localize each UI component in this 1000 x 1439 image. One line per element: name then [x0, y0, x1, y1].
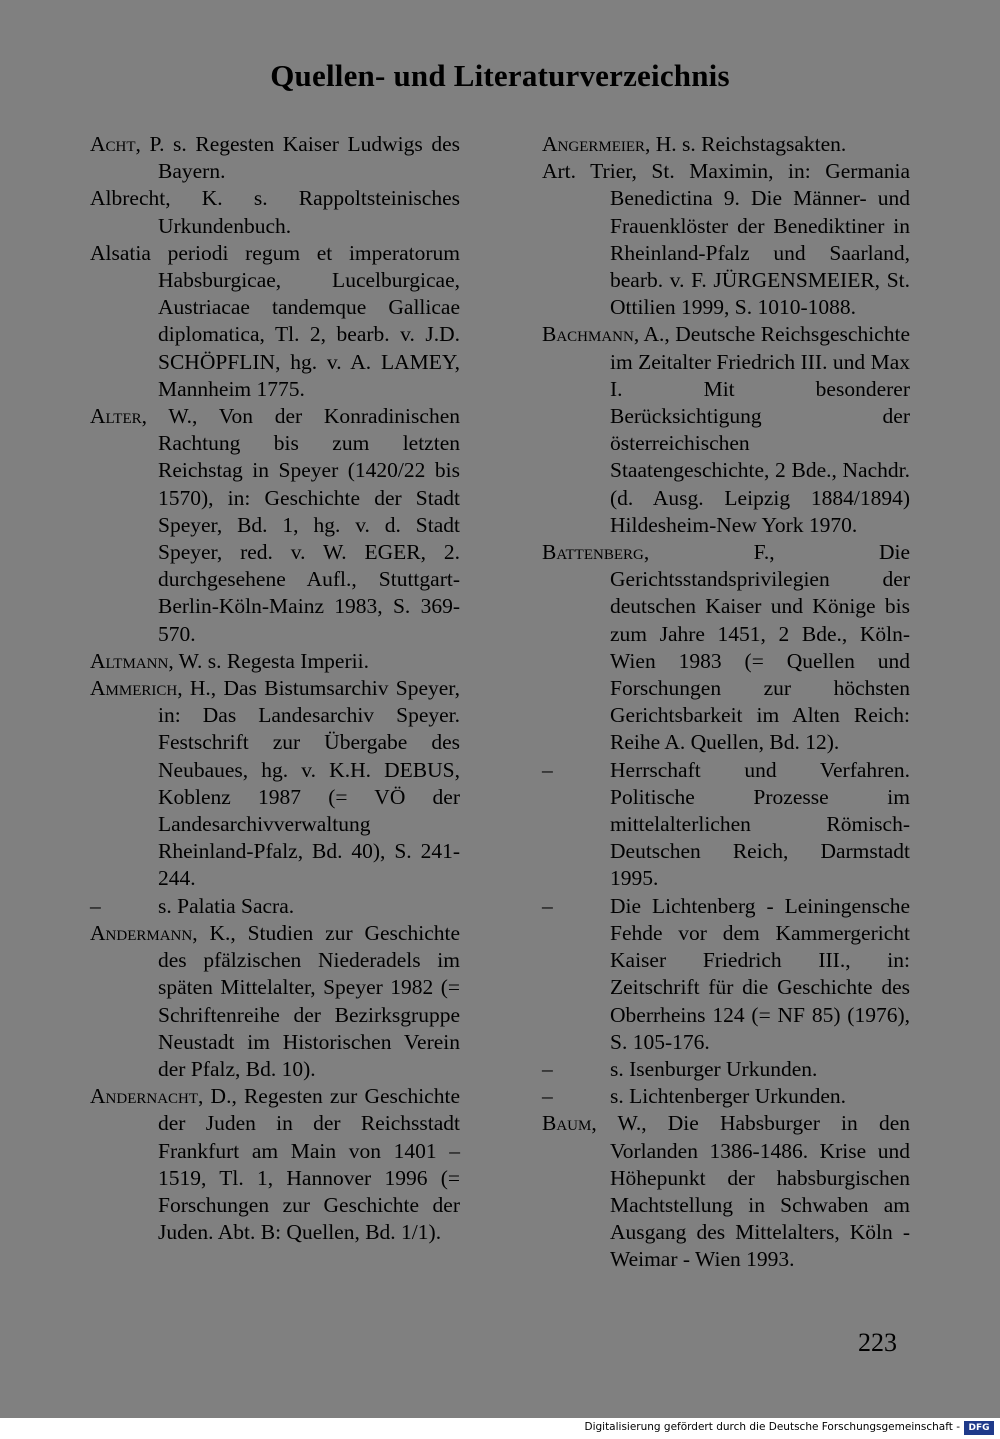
bib-entry [90, 920, 460, 1083]
right-column [542, 131, 910, 1274]
footer-bar [0, 1418, 1000, 1439]
bib-entry [542, 158, 910, 321]
entry-text: , W., Von der Konradinischen Rachtung bis zum letzten Reichstag in Speyer (1420/22 bis 1570), in: Geschichte der Stadt Speyer, Bd. 1, hg. v. d. Stadt Speyer, red. v. W. EGER, 2. durchgesehene Aufl., Stuttgart-Berlin-Köln-Mainz 1983, S. 369-570. [141, 404, 460, 646]
entry-text: Die Lichtenberg - Leiningensche Fehde vor dem Kammergericht Kaiser Friedrich III., in: Zeitschrift für die Geschichte des Oberrheins 124 (= NF 85) (1976), S. 105-176. [610, 893, 910, 1054]
ditto-dash: – [90, 893, 101, 918]
author-name: Ammerich [90, 676, 178, 701]
entry-text: , K., Studien zur Geschichte des pfälzischen Niederadels im späten Mittelalter, Speyer 1982 (= Schriftenreihe der Bezirksgruppe Neustadt im Historischen Verein der Pfalz, Bd. 10). [158, 920, 460, 1081]
entry-text: Albrecht, K. s. Rappoltsteinisches Urkundenbuch. [90, 186, 460, 238]
author-name: Alter [90, 404, 142, 429]
page-number: 223 [858, 1328, 897, 1357]
entry-text: , H. s. Reichstagsakten. [645, 132, 847, 156]
bib-entry-continuation [542, 893, 910, 1056]
entry-text: s. Palatia Sacra. [158, 893, 295, 918]
bib-entry [90, 675, 460, 893]
entry-text: , H., Das Bistumsarchiv Speyer, in: Das Landesarchiv Speyer. Festschrift zur Übergabe des Neubaues, hg. v. K.H. DEBUS, Koblenz 1987 (= VÖ der Landesarchivverwaltung Rheinland-Pfalz, Bd. 40), S. 241-244. [158, 676, 460, 891]
bib-entry [542, 321, 910, 539]
bib-entry [90, 185, 460, 239]
entry-text: , W., Die Habsburger in den Vorlanden 1386-1486. Krise und Höhepunkt der habsburgischen Machtstellung in Schwaben am Ausgang des Mittelalters, Köln - Weimar - Wien 1993. [591, 1111, 910, 1272]
entry-text: s. Isenburger Urkunden. [610, 1056, 818, 1081]
entry-text: , W. s. Regesta Imperii. [168, 648, 369, 673]
bib-entry [542, 1110, 910, 1273]
author-name: Acht [90, 132, 136, 156]
entry-text: , F., Die Gerichtsstandsprivilegien der deutschen Kaiser und Könige bis zum Jahre 1451, 2 Bde., Köln-Wien 1983 (= Quellen und Forschungen zur höchsten Gerichtsbarkeit im Alten Reich: Reihe A. Quellen, Bd. 12). [610, 540, 910, 755]
bib-entry [90, 240, 460, 403]
left-column [90, 131, 460, 1246]
author-name: Andernacht [90, 1084, 199, 1109]
bib-entry-continuation [542, 1083, 910, 1110]
bib-entry [90, 403, 460, 648]
ditto-dash: – [542, 757, 553, 782]
ditto-dash: – [542, 1056, 553, 1081]
entry-text: , P. s. Regesten Kaiser Ludwigs des Bayern. [135, 132, 460, 184]
funding-notice: Digitalisierung gefördert durch die Deutsche Forschungsgemeinschaft - [584, 1421, 960, 1433]
bib-entry [90, 131, 460, 185]
entry-text: s. Lichtenberger Urkunden. [610, 1084, 847, 1109]
bib-entry [542, 131, 910, 158]
dfg-logo-icon: DFG [964, 1421, 994, 1435]
entry-text: Herrschaft und Verfahren. Politische Prozesse im mittelalterlichen Römisch-Deutschen Reich, Darmstadt 1995. [610, 757, 910, 891]
entry-text: , D., Regesten zur Geschichte der Juden in der Reichsstadt Frankfurt am Main von 1401 – 1519, Tl. 1, Hannover 1996 (= Forschungen zur Geschichte der Juden. Abt. B: Quellen, Bd. 1/1). [158, 1084, 460, 1245]
page-title: Quellen- und Literaturverzeichnis [270, 58, 730, 93]
bib-entry-continuation [542, 1056, 910, 1083]
author-name: Altmann [90, 648, 169, 673]
bib-entry [542, 539, 910, 757]
author-name: Andermann [90, 920, 193, 945]
ditto-dash: – [542, 893, 553, 918]
author-name: Baum [542, 1111, 592, 1136]
bib-entry [90, 648, 460, 675]
entry-text: Art. Trier, St. Maximin, in: Germania Benedictina 9. Die Männer- und Frauenklöster der Benediktiner in Rheinland-Pfalz und Saarland, bearb. v. F. JÜRGENSMEIER, St. Ottilien 1999, S. 1010-1088. [542, 159, 910, 320]
bib-entry-continuation [542, 757, 910, 893]
bib-entry-continuation [90, 893, 460, 920]
ditto-dash: – [542, 1084, 553, 1109]
author-name: Battenberg [542, 540, 644, 565]
author-name: Angermeier [542, 132, 646, 156]
bib-entry [90, 1083, 460, 1246]
entry-text: , A., Deutsche Reichsgeschichte im Zeitalter Friedrich III. und Max I. Mit besonderer Berücksichtigung der österreichischen Staatengeschichte, 2 Bde., Nachdr. (d. Ausg. Leipzig 1884/1894) Hildesheim-New York 1970. [610, 322, 910, 537]
entry-text: Alsatia periodi regum et imperatorum Habsburgicae, Lucelburgicae, Austriacae tandemque Gallicae diplomatica, Tl. 2, bearb. v. J.D. SCHÖPFLIN, hg. v. A. LAMEY, Mannheim 1775. [90, 240, 460, 401]
author-name: Bachmann [542, 322, 634, 347]
